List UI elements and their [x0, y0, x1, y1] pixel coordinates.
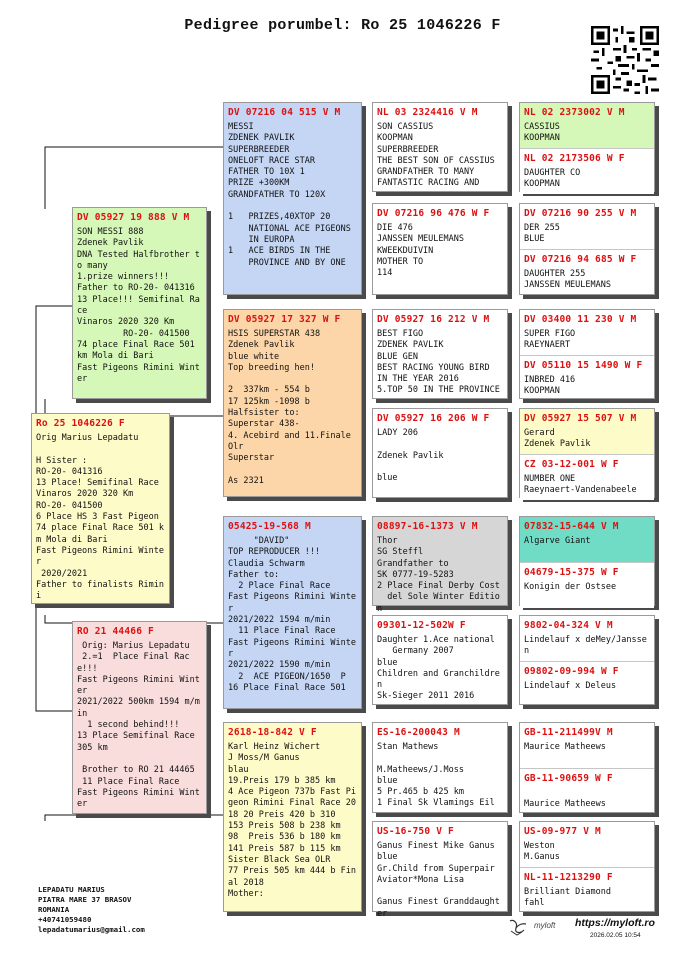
- pigeon-details: INBRED 416 KOOPMAN: [524, 375, 576, 397]
- gen4-pair-card[interactable]: [519, 309, 655, 399]
- timestamp: 2026.02.05 10:54: [590, 932, 641, 939]
- grandsire-maternal-card[interactable]: [223, 516, 362, 709]
- ring-number: DV 05110 15 1490 W F: [524, 360, 643, 371]
- ring-number: RO 21 44466 F: [77, 626, 154, 637]
- ring-number: NL 03 2324416 V M: [377, 107, 478, 118]
- ring-number: US-16-750 V F: [377, 826, 454, 837]
- ring-number: GB-11-211499V M: [524, 727, 613, 738]
- pigeon-details: SUPER FIGO RAEYNAERT: [524, 329, 576, 351]
- ring-number: DV 07216 04 515 V M: [228, 107, 341, 118]
- gen3-card[interactable]: [372, 615, 508, 705]
- pigeon-details: Maurice Matheews: [524, 742, 606, 752]
- pigeon-details: HSIS SUPERSTAR 438 Zdenek Pavlik blue white Top breeding hen! 2 337km - 554 b 17 125km -1098 b Halfsister to: Superstar 438- 4. Acebird and 11.Finale Olr Superstar As 2321: [228, 329, 351, 486]
- owner-contact: LEPADATU MARIUS PIATRA MARE 37 BRASOV ROMANIA +40741059480 lepadatumarius@gmail.com: [38, 885, 145, 934]
- gen4-pair-card[interactable]: [519, 722, 655, 813]
- ring-number: US-09-977 V M: [524, 826, 601, 837]
- pigeon-details: Algarve Giant: [524, 536, 591, 546]
- brand-name: myloft: [534, 921, 556, 930]
- website-link[interactable]: https://myloft.ro: [575, 917, 655, 929]
- gen4-pair-card[interactable]: [519, 516, 655, 606]
- pigeon-details: Stan Mathews M.Matheews/J.Moss blue 5 Pr.465 b 425 km 1 Final Sk Vlamings Eil: [377, 742, 495, 809]
- pigeon-details: Orig: Marius Lepadatu 2.=1 Place Final Race!!! Fast Pigeons Rimini Winter 2021/2022 500km 1594 m/min 1 second behind!!! 13 Place Semifinal Race 305 km Brother to RO 21 44465 11 Place Final Race Fast Pigeons Rimini Winter: [77, 641, 200, 810]
- sire-card[interactable]: [72, 207, 207, 399]
- ring-number: 08897-16-1373 V M: [377, 521, 478, 532]
- pigeon-details: Lindelauf x Deleus: [524, 681, 617, 691]
- subject-pigeon-card[interactable]: [31, 413, 170, 604]
- gen4-pair-card[interactable]: [519, 821, 655, 912]
- ring-number: DV 05927 16 212 V M: [377, 314, 490, 325]
- gen3-card[interactable]: [372, 821, 508, 919]
- ring-number: DV 05927 15 507 V M: [524, 413, 637, 424]
- ring-number: GB-11-90659 W F: [524, 773, 613, 784]
- pigeon-details: SON MESSI 888 Zdenek Pavlik DNA Tested Halfbrother to many 1.prize winners!!! Father to RO-20- 041316 13 Place!!! Semifinal Race Vinaros 2020 320 Km RO-20- 041500 74 place Final Race 501 km Mola di Bari Fast Pigeons Rimini Winter: [77, 227, 200, 384]
- ring-number: ES-16-200043 M: [377, 727, 460, 738]
- gen3-card[interactable]: [372, 408, 508, 498]
- ring-number: 09802-09-994 W F: [524, 666, 619, 677]
- pigeon-details: SON CASSIUS KOOPMAN SUPERBREEDER THE BEST SON OF CASSIUS GRANDFATHER TO MANY FANTASTIC RACING AND: [377, 122, 495, 189]
- ring-number: DV 05927 19 888 V M: [77, 212, 190, 223]
- ring-number: Ro 25 1046226 F: [36, 418, 125, 429]
- pigeon-details: Ganus Finest Mike Ganus blue Gr.Child from Superpair Aviator*Mona Lisa Ganus Finest Granddaughter: [377, 841, 500, 919]
- pigeon-details: DAUGHTER 255 JANSSEN MEULEMANS: [524, 269, 611, 291]
- ring-number: DV 03400 11 230 V M: [524, 314, 637, 325]
- pigeon-details: Weston M.Ganus: [524, 841, 560, 863]
- ring-number: NL-11-1213290 F: [524, 872, 613, 883]
- pigeon-details: DIE 476 JANSSEN MEULEMANS KWEEKDUIVIN MOTHER TO 114: [377, 223, 464, 279]
- pigeon-details: DER 255 BLUE: [524, 223, 560, 245]
- pigeon-details: "DAVID" TOP REPRODUCER !!! Claudia Schwarm Father to: 2 Place Final Race Fast Pigeons Rimini Winter 2021/2022 1594 m/min 11 Place Final Race Fast Pigeons Rimini Winter 2021/2022 1590 m/min 2 ACE PIGEON/1650 P 16 Place Final Race 501: [228, 536, 356, 693]
- pigeon-details: Daughter 1.Ace national Germany 2007 blue Children and Granchildren Sk-Sieger 2011 2016: [377, 635, 500, 702]
- pigeon-details: Gerard Zdenek Pavlik: [524, 428, 591, 450]
- pigeon-details: Orig Marius Lepadatu H Sister : RO-20- 041316 13 Place! Semifinal Race Vinaros 2020 320 Km RO-20- 041500 6 Place HS 3 Fast Pigeon 74 place Final Race 501 km Mola di Bari Fast Pigeons Rimini Winter 2020/2021 Father to finalists Rimini: [36, 433, 164, 602]
- ring-number: NL 02 2373002 V M: [524, 107, 625, 118]
- gen3-card[interactable]: [372, 722, 508, 813]
- pigeon-details: Thor SG Steffl Grandfather to SK 0777-19-5283 2 Place Final Derby Cost del Sole Winter Edition: [377, 536, 500, 614]
- granddam-paternal-card[interactable]: [223, 309, 362, 497]
- ring-number: 9802-04-324 V M: [524, 620, 613, 631]
- pigeon-details: Lindelauf x deMey/Janssen: [524, 635, 647, 657]
- grandsire-paternal-card[interactable]: [223, 102, 362, 295]
- gen3-card[interactable]: [372, 102, 508, 192]
- dam-card[interactable]: [72, 621, 207, 814]
- ring-number: NL 02 2173506 W F: [524, 153, 625, 164]
- pigeon-details: LADY 206 Zdenek Pavlik blue: [377, 428, 444, 484]
- ring-number: 07832-15-644 V M: [524, 521, 619, 532]
- ring-number: 09301-12-502W F: [377, 620, 466, 631]
- gen3-card[interactable]: [372, 203, 508, 295]
- page-title: Pedigree porumbel: Ro 25 1046226 F: [184, 17, 501, 34]
- ring-number: DV 05927 16 206 W F: [377, 413, 490, 424]
- pigeon-details: Karl Heinz Wichert J Moss/M Ganus blau 19.Preis 179 b 385 km 4 Ace Pigeon 737b Fast Pigeon Rimini Final Race 2018 20 Preis 420 b 310 153 Preis 508 b 238 km 98 Preis 536 b 180 km 141 Preis 587 b 115 km Sister Black Sea OLR 77 Preis 505 km 444 b Final 2018 Mother:: [228, 742, 356, 899]
- ring-number: 05425-19-568 M: [228, 521, 311, 532]
- pigeon-details: NUMBER ONE Raeynaert-Vandenabeele: [524, 474, 637, 496]
- ring-number: DV 07216 94 685 W F: [524, 254, 637, 265]
- pigeon-details: DAUGHTER CO KOOPMAN: [524, 168, 581, 190]
- pigeon-details: Brilliant Diamond fahl: [524, 887, 611, 909]
- ring-number: DV 07216 90 255 V M: [524, 208, 637, 219]
- ring-number: 04679-15-375 W F: [524, 567, 619, 578]
- ring-number: DV 05927 17 327 W F: [228, 314, 341, 325]
- ring-number: 2618-18-842 V F: [228, 727, 317, 738]
- ring-number: CZ 03-12-001 W F: [524, 459, 619, 470]
- pigeon-details: BEST FIGO ZDENEK PAVLIK BLUE GEN BEST RACING YOUNG BIRD IN THE YEAR 2016 5.TOP 50 IN THE PROVINCE: [377, 329, 500, 396]
- pigeon-details: CASSIUS KOOPMAN: [524, 122, 560, 144]
- gen3-card[interactable]: [372, 516, 508, 614]
- ring-number: DV 07216 96 476 W F: [377, 208, 490, 219]
- pigeon-details: MESSI ZDENEK PAVLIK SUPERBREEDER ONELOFT RACE STAR FATHER TO 10X 1 PRIZE +300KM GRANDFATHER TO 120X 1 PRIZES,40XTOP 20 NATIONAL ACE PIGEONS IN EUROPA 1 ACE BIRDS IN THE PROVINCE AND BY ONE: [228, 122, 351, 268]
- pigeon-details: Maurice Matheews: [524, 799, 606, 810]
- granddam-maternal-card[interactable]: [223, 722, 362, 912]
- gen4-pair-card[interactable]: [519, 408, 655, 498]
- gen4-pair-card[interactable]: [519, 203, 655, 295]
- pigeon-details: Konigin der Ostsee: [524, 582, 617, 592]
- gen4-pair-card[interactable]: [519, 102, 655, 192]
- gen4-pair-card[interactable]: [519, 615, 655, 705]
- gen3-card[interactable]: [372, 309, 508, 399]
